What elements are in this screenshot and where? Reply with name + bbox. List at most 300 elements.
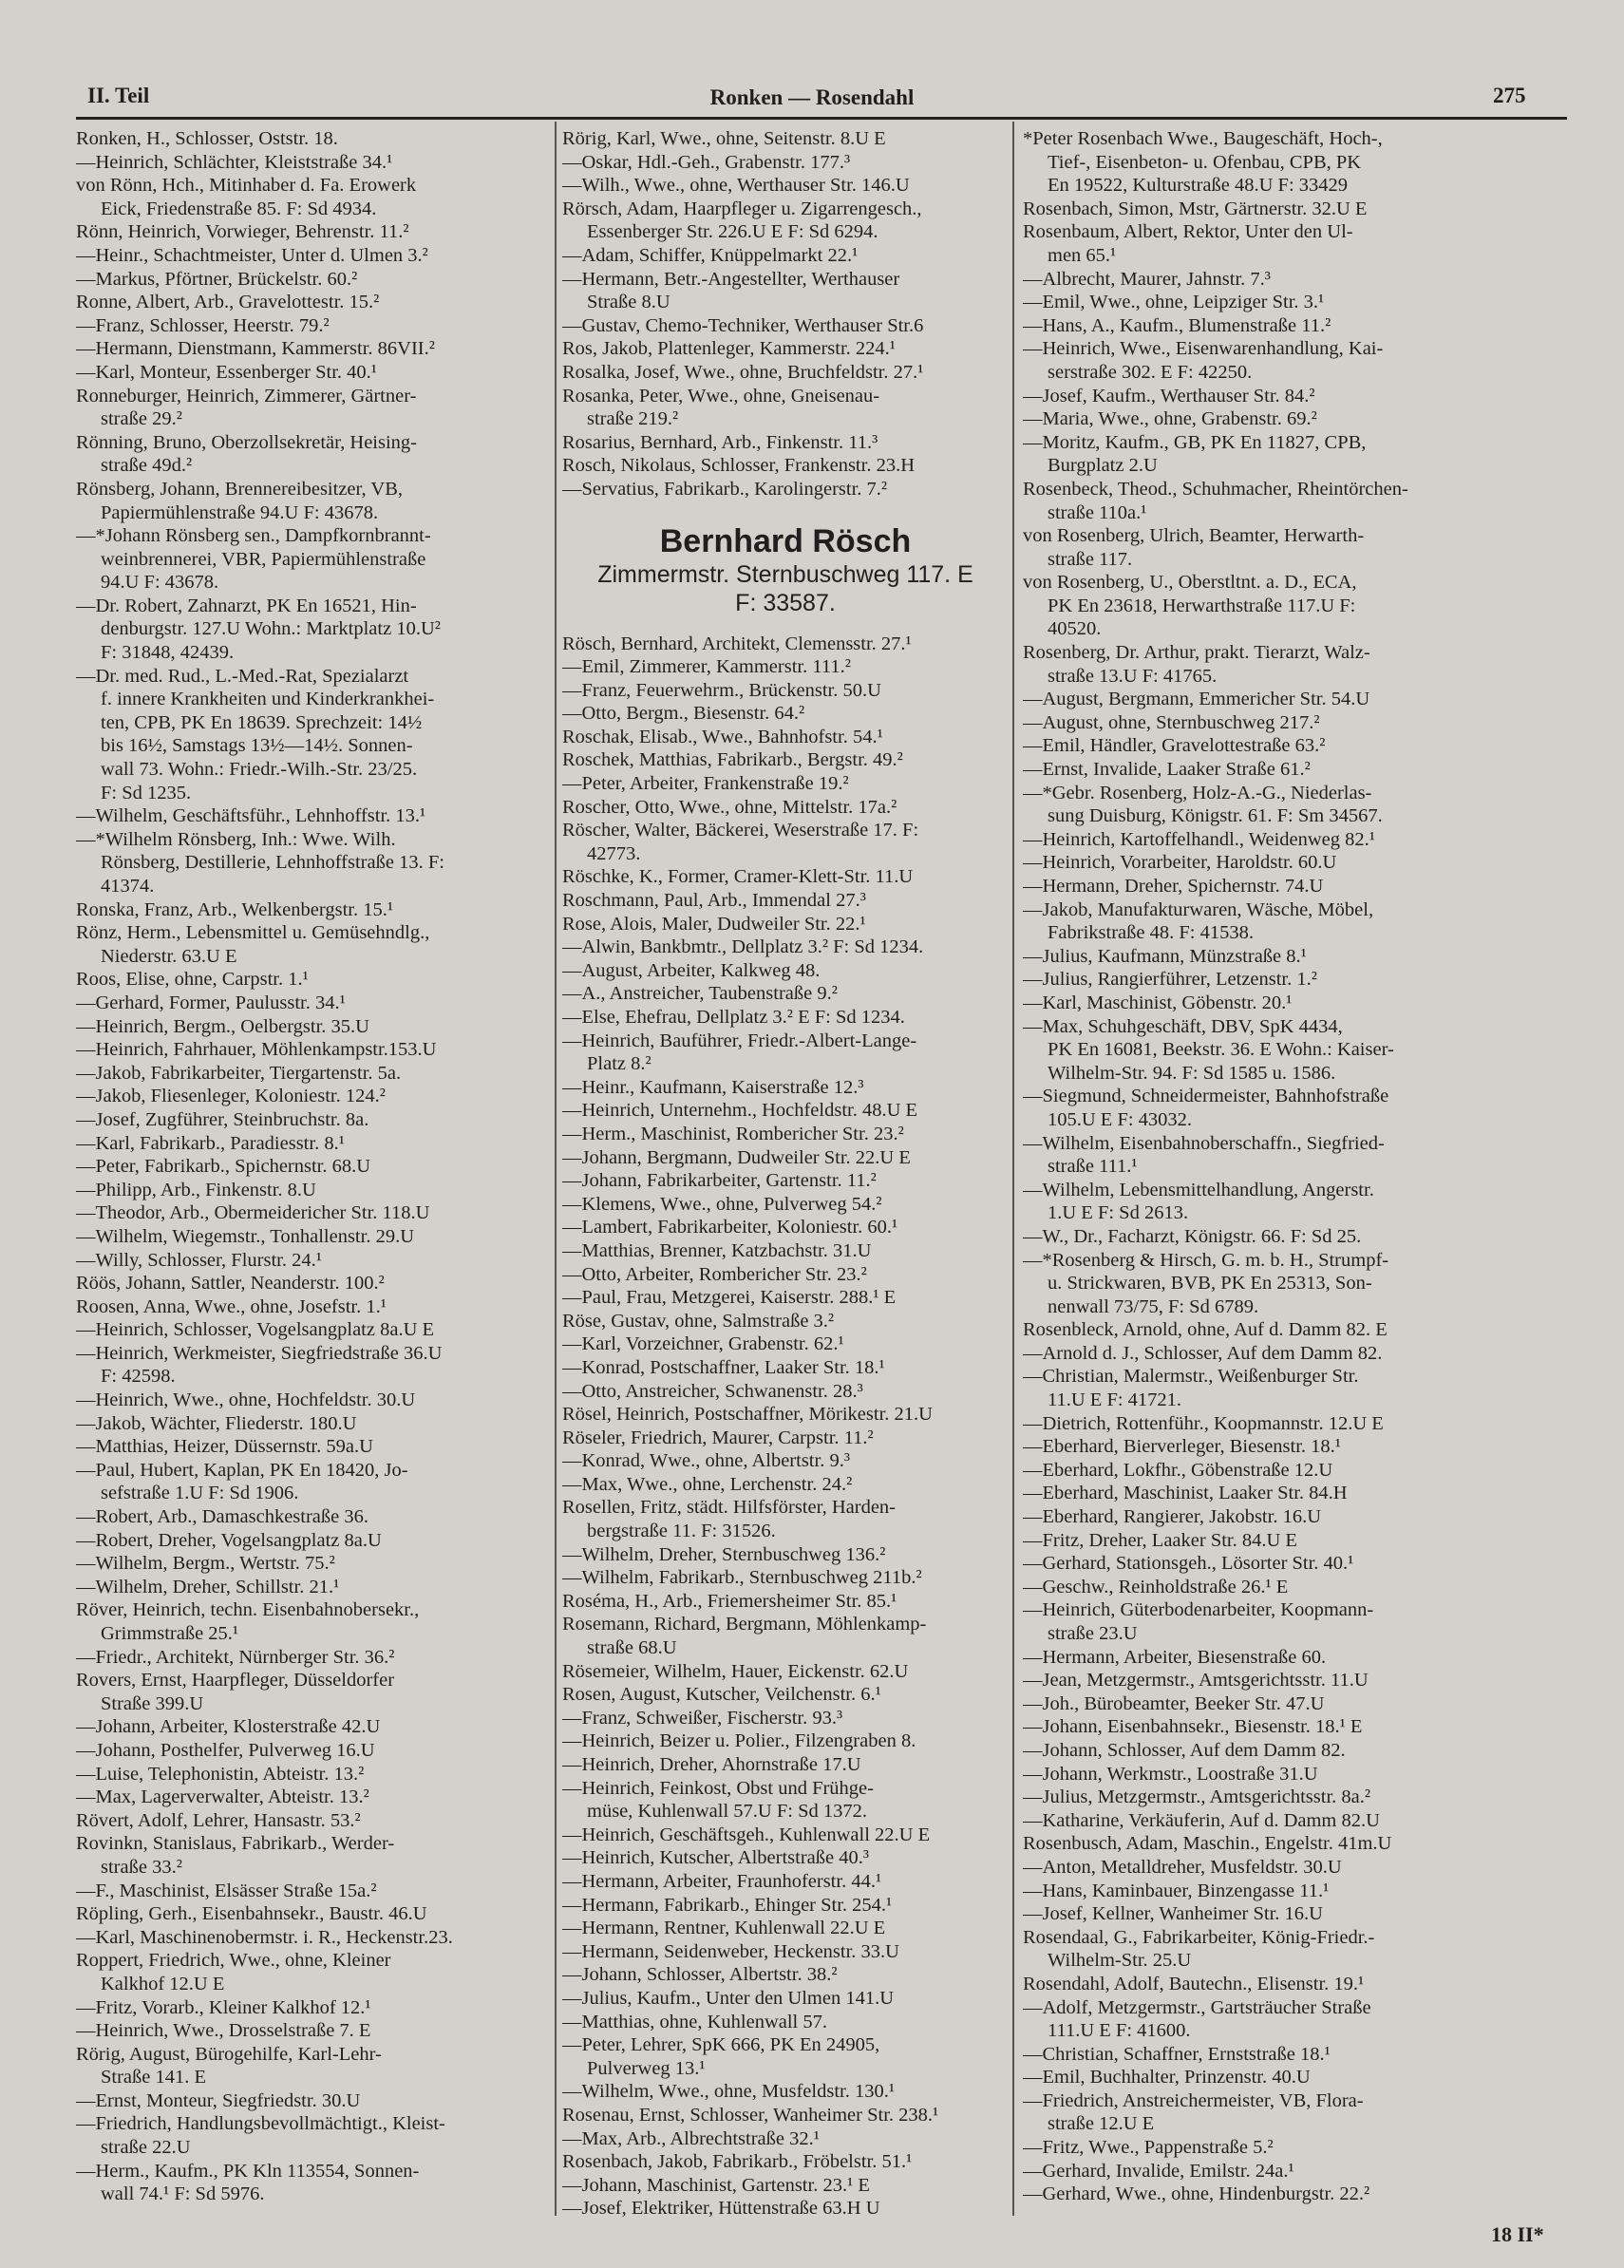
directory-entry — [562, 772, 1009, 796]
entry-line: —Emil, Wwe., ohne, Leipziger Str. 3.¹ — [1023, 292, 1325, 313]
entry-line: straße 110a.¹ — [1048, 501, 1147, 523]
entry-line: —Wilhelm, Wiegemstr., Tonhallenstr. 29.U — [76, 1225, 415, 1247]
directory-entry — [1023, 1576, 1564, 1599]
directory-entry — [1023, 571, 1564, 641]
directory-entry — [1023, 851, 1564, 875]
entry-line: —Hermann, Dienstmann, Kammerstr. 86VII.² — [76, 338, 435, 360]
entry-line: serstraße 302. E F: 42250. — [1048, 361, 1253, 383]
directory-entry — [1023, 337, 1564, 384]
directory-entry — [1023, 828, 1564, 852]
entry-line: 111.U E F: 41600. — [1048, 2020, 1191, 2042]
directory-entry — [1023, 478, 1564, 524]
entry-line: —Heinrich, Feinkost, Obst und Frühge- — [562, 1777, 874, 1799]
directory-entry — [562, 982, 1009, 1006]
entry-line: —Heinrich, Schlosser, Vogelsangplatz 8a.U E — [76, 1319, 435, 1341]
entry-line: —Christian, Schaffner, Ernststraße 18.¹ — [1023, 2043, 1331, 2065]
directory-entry — [562, 1473, 1009, 1497]
directory-entry — [562, 1824, 1009, 1847]
entry-line: Roschmann, Paul, Arb., Immendal 27.³ — [562, 890, 866, 912]
directory-entry — [562, 1894, 1009, 1918]
directory-entry — [1023, 2136, 1564, 2160]
entry-line: —Josef, Kellner, Wanheimer Str. 16.U — [1023, 1903, 1323, 1925]
directory-entry — [1023, 1342, 1564, 1366]
directory-entry — [562, 1332, 1009, 1356]
directory-entry — [562, 655, 1009, 679]
entry-line: —Heinrich, Beizer u. Polier., Filzengraben 8. — [562, 1730, 916, 1752]
entry-line: —Heinr., Schachtmeister, Unter d. Ulmen 3.² — [76, 244, 428, 266]
entry-line: weinbrennerei, VBR, Papiermühlenstraße — [101, 548, 426, 570]
directory-entry — [562, 1146, 1009, 1170]
entry-line: —Robert, Dreher, Vogelsangplatz 8a.U — [76, 1529, 382, 1551]
directory-entry — [1023, 2066, 1564, 2089]
entry-line: —Matthias, ohne, Kuhlenwall 57. — [562, 2011, 827, 2032]
directory-entry — [1023, 1529, 1564, 1553]
directory-entry — [562, 1193, 1009, 1217]
entry-line: —Klemens, Wwe., ohne, Pulverweg 54.² — [562, 1193, 882, 1215]
entry-line: Rovinkn, Stanislaus, Fabrikarb., Werder- — [76, 1833, 395, 1855]
entry-line: straße 23.U — [1048, 1623, 1138, 1644]
entry-line: —Gerhard, Former, Paulusstr. 34.¹ — [76, 992, 346, 1013]
entry-line: —Friedrich, Anstreichermeister, VB, Flora- — [1023, 2089, 1364, 2111]
directory-entry — [562, 244, 1009, 268]
directory-entry — [1023, 407, 1564, 431]
entry-line: Röver, Heinrich, techn. Eisenbahnobersekr., — [76, 1599, 420, 1621]
directory-entry — [1023, 1505, 1564, 1529]
directory-entry — [1023, 688, 1564, 711]
directory-entry — [76, 361, 549, 385]
entry-line: Rosemann, Richard, Bergmann, Möhlenkamp- — [562, 1614, 927, 1635]
entry-line: —Hermann, Fabrikarb., Ehinger Str. 254.¹ — [562, 1894, 893, 1916]
entry-line: —Johann, Fabrikarbeiter, Gartenstr. 11.² — [562, 1170, 877, 1192]
directory-entry — [1023, 268, 1564, 292]
entry-line: —Heinrich, Dreher, Ahornstraße 17.U — [562, 1754, 861, 1775]
entry-line: —Eberhard, Rangierer, Jakobstr. 16.U — [1023, 1506, 1321, 1528]
directory-entry — [562, 679, 1009, 703]
entry-line: denburgstr. 127.U Wohn.: Marktplatz 10.U² — [101, 618, 441, 640]
entry-line: Niederstr. 63.U E — [101, 945, 237, 967]
advertisement-box — [562, 522, 1009, 617]
entry-line: —Adam, Schiffer, Knüppelmarkt 22.¹ — [562, 244, 859, 266]
directory-entry — [1023, 291, 1564, 314]
entry-line: —Friedrich, Handlungsbevollmächtigt., Kleist- — [76, 2113, 445, 2135]
entry-line: Roschek, Matthias, Fabrikarb., Bergstr. 49.² — [562, 749, 903, 771]
directory-entry — [1023, 898, 1564, 945]
entry-line: —Johann, Maschinist, Gartenstr. 23.¹ E — [562, 2174, 870, 2196]
directory-entry — [1023, 1786, 1564, 1809]
directory-entry — [76, 1225, 549, 1249]
entry-line: —Hans, A., Kaufm., Blumenstraße 11.² — [1023, 314, 1331, 336]
directory-entry — [1023, 711, 1564, 735]
directory-entry — [1023, 1902, 1564, 1926]
directory-entry — [76, 1880, 549, 1903]
entry-line: —Hermann, Dreher, Spichernstr. 74.U — [1023, 876, 1324, 897]
directory-entry — [76, 524, 549, 595]
entry-line: —Josef, Zugführer, Steinbruchstr. 8a. — [76, 1108, 369, 1130]
directory-entry — [562, 1777, 1009, 1824]
directory-entry — [76, 1132, 549, 1156]
directory-entry — [1023, 1085, 1564, 1131]
directory-entry — [562, 913, 1009, 936]
entry-line: Roschak, Elisab., Wwe., Bahnhofstr. 54.¹ — [562, 726, 883, 747]
directory-entry — [562, 865, 1009, 889]
entry-line: —Joh., Bürobeamter, Beeker Str. 47.U — [1023, 1692, 1325, 1714]
entry-line: —Wilhelm, Bergm., Wertstr. 75.² — [76, 1553, 335, 1575]
entry-line: En 19522, Kulturstraße 48.U F: 33429 — [1048, 175, 1349, 197]
entry-line: Papiermühlenstraße 94.U F: 43678. — [101, 501, 379, 523]
entry-line: —Hans, Kaminbauer, Binzengasse 11.¹ — [1023, 1880, 1330, 1901]
directory-entry — [562, 1427, 1009, 1450]
entry-line: —Heinrich, Bauführer, Friedr.-Albert-Lange- — [562, 1030, 917, 1051]
entry-line: PK En 23618, Herwarthstraße 117.U F: — [1048, 595, 1356, 616]
entry-line: Eick, Friedenstraße 85. F: Sd 4934. — [101, 198, 377, 219]
entry-line: straße 29.² — [101, 408, 182, 430]
entry-line: —Matthias, Brenner, Katzbachstr. 31.U — [562, 1239, 872, 1261]
directory-entry — [1023, 2043, 1564, 2067]
entry-line: —Max, Wwe., ohne, Lerchenstr. 24.² — [562, 1473, 853, 1495]
entry-line: Ronneburger, Heinrich, Zimmerer, Gärtner- — [76, 385, 417, 406]
directory-entry — [76, 1832, 549, 1879]
directory-entry — [1023, 1739, 1564, 1763]
entry-line: sefstraße 1.U F: Sd 1906. — [101, 1483, 299, 1504]
directory-entry — [76, 2043, 549, 2089]
directory-entry — [1023, 968, 1564, 992]
entry-line: —Heinrich, Wwe., Drosselstraße 7. E — [76, 2020, 371, 2042]
entry-line: —*Gebr. Rosenberg, Holz-A.-G., Niederlas- — [1023, 782, 1372, 803]
entry-line: Röscher, Walter, Bäckerei, Weserstraße 17. F: — [562, 820, 919, 841]
entry-line: bergstraße 11. F: 31526. — [587, 1521, 776, 1542]
directory-entry — [562, 431, 1009, 455]
entry-line: Röse, Gustav, ohne, Salmstraße 3.² — [562, 1310, 835, 1332]
directory-entry — [562, 2174, 1009, 2198]
directory-entry — [76, 921, 549, 968]
entry-line: straße 111.¹ — [1048, 1156, 1138, 1178]
directory-entry — [76, 2160, 549, 2206]
entry-line: wall 73. Wohn.: Friedr.-Wilh.-Str. 23/25. — [101, 759, 418, 781]
directory-entry — [562, 796, 1009, 820]
entry-line: Rovers, Ernst, Haarpfleger, Düsseldorfer — [76, 1670, 395, 1692]
entry-line: —Dietrich, Rottenführ., Koopmannstr. 12.U E — [1023, 1412, 1384, 1434]
entry-line: —Wilhelm, Eisenbahnoberschaffn., Siegfried- — [1023, 1132, 1385, 1154]
entry-line: Rosanka, Peter, Wwe., ohne, Gneisenau- — [562, 385, 880, 406]
entry-line: —Johann, Arbeiter, Klosterstraße 42.U — [76, 1716, 381, 1738]
directory-entry — [1023, 734, 1564, 758]
entry-line: PK En 16081, Beekstr. 36. E Wohn.: Kaiser- — [1048, 1039, 1394, 1061]
entry-line: —W., Dr., Facharzt, Königstr. 66. F: Sd 25. — [1023, 1225, 1362, 1247]
entry-line: —Philipp, Arb., Finkenstr. 8.U — [76, 1179, 316, 1200]
entry-line: Roséma, H., Arb., Friemersheimer Str. 85.¹ — [562, 1590, 897, 1612]
directory-entry — [562, 385, 1009, 431]
entry-line: Roppert, Friedrich, Wwe., ohne, Kleiner — [76, 1950, 391, 1972]
directory-entry — [76, 478, 549, 524]
directory-entry — [1023, 782, 1564, 828]
directory-entry — [76, 1786, 549, 1809]
entry-line: —Peter, Arbeiter, Frankenstraße 19.² — [562, 773, 849, 795]
entry-line: —Jakob, Wächter, Fliederstr. 180.U — [76, 1412, 357, 1434]
advert-address: Zimmermstr. Sternbuschweg 117. E — [597, 560, 973, 588]
entry-line: sung Duisburg, Königstr. 61. F: Sm 34567. — [1048, 805, 1383, 827]
directory-entry — [76, 1576, 549, 1599]
entry-line: Kalkhof 12.U E — [101, 1973, 225, 1994]
directory-entry — [1023, 1179, 1564, 1225]
entry-line: —Hermann, Arbeiter, Biesenstraße 60. — [1023, 1646, 1327, 1668]
entry-line: 41374. — [101, 876, 155, 897]
entry-line: Rosarius, Bernhard, Arb., Finkenstr. 11.³ — [562, 431, 878, 453]
entry-line: Tief-, Eisenbeton- u. Ofenbau, CPB, PK — [1048, 151, 1362, 173]
entry-line: —Heinrich, Güterbodenarbeiter, Koopmann- — [1023, 1599, 1374, 1621]
entry-line: —Konrad, Postschaffner, Laaker Str. 18.¹ — [562, 1356, 885, 1378]
entry-line: —Heinrich, Kartoffelhandl., Weidenweg 82.¹ — [1023, 828, 1375, 850]
entry-line: Rosendaal, G., Fabrikarbeiter, König-Friedr.- — [1023, 1926, 1375, 1948]
directory-entry — [1023, 1926, 1564, 1973]
directory-entry — [76, 151, 549, 175]
entry-line: —Paul, Frau, Metzgerei, Kaiserstr. 288.¹ E — [562, 1287, 897, 1309]
entry-line: Ronne, Albert, Arb., Gravelottestr. 15.² — [76, 292, 380, 313]
directory-entry — [562, 1707, 1009, 1730]
entry-line: —Fritz, Dreher, Laaker Str. 84.U E — [1023, 1529, 1297, 1551]
directory-entry — [562, 1006, 1009, 1030]
entry-line: —Hermann, Betr.-Angestellter, Werthauser — [562, 268, 900, 290]
entry-line: —Eberhard, Bierverleger, Biesenstr. 18.¹ — [1023, 1436, 1341, 1458]
entry-line: —Johann, Schlosser, Auf dem Damm 82. — [1023, 1739, 1346, 1761]
entry-line: Roscher, Otto, Wwe., ohne, Mittelstr. 17a.² — [562, 796, 897, 818]
entry-line: —Heinrich, Bergm., Oelbergstr. 35.U — [76, 1015, 369, 1037]
directory-entry — [76, 1179, 549, 1202]
entry-line: —Ernst, Monteur, Siegfriedstr. 30.U — [76, 2089, 361, 2111]
directory-entry — [1023, 385, 1564, 408]
directory-entry — [76, 314, 549, 338]
directory-entry — [562, 2104, 1009, 2127]
directory-entry — [562, 1380, 1009, 1404]
directory-entry — [1023, 1412, 1564, 1436]
directory-entry — [76, 1646, 549, 1670]
entry-line: —Johann, Werkmstr., Loostraße 31.U — [1023, 1763, 1318, 1785]
entry-line: *Peter Rosenbach Wwe., Baugeschäft, Hoch-, — [1023, 128, 1383, 149]
entry-line: Platz 8.² — [587, 1053, 651, 1075]
entry-line: —Johann, Schlosser, Albertstr. 38.² — [562, 1964, 838, 1986]
entry-line: Fabrikstraße 48. F: 41538. — [1048, 922, 1254, 944]
entry-line: —Franz, Schweißer, Fischerstr. 93.³ — [562, 1707, 843, 1729]
entry-line: Wilhelm-Str. 94. F: Sd 1585 u. 1586. — [1048, 1062, 1336, 1084]
directory-entry — [76, 337, 549, 361]
entry-line: —Johann, Bergmann, Dudweiler Str. 22.U E — [562, 1146, 911, 1168]
entry-line: —Herm., Kaufm., PK Kln 113554, Sonnen- — [76, 2160, 420, 2182]
entry-line: Röös, Johann, Sattler, Neanderstr. 100.² — [76, 1273, 385, 1295]
entry-line: —Siegmund, Schneidermeister, Bahnhofstraße — [1023, 1086, 1389, 1107]
directory-entry — [1023, 1692, 1564, 1716]
directory-entry — [562, 454, 1009, 478]
entry-line: straße 12.U E — [1048, 2113, 1155, 2135]
directory-entry — [562, 1870, 1009, 1894]
directory-entry — [562, 1613, 1009, 1659]
directory-entry — [76, 1249, 549, 1273]
entry-line: —Katharine, Verkäuferin, Auf d. Damm 82.U — [1023, 1809, 1380, 1831]
directory-entry — [1023, 1482, 1564, 1505]
entry-line: —Anton, Metalldreher, Musfeldstr. 30.U — [1023, 1856, 1342, 1878]
entry-line: —Albrecht, Maurer, Jahnstr. 7.³ — [1023, 268, 1271, 290]
entry-line: —Gustav, Chemo-Techniker, Werthauser Str.6 — [562, 314, 924, 336]
entry-line: —Ernst, Invalide, Laaker Straße 61.² — [1023, 759, 1311, 781]
entry-line: —Jean, Metzgermstr., Amtsgerichtsstr. 11.U — [1023, 1670, 1369, 1692]
entry-line: straße 33.² — [101, 1856, 182, 1878]
directory-entry — [562, 2197, 1009, 2221]
entry-line: von Rosenberg, U., Oberstltnt. a. D., ECA, — [1023, 572, 1357, 594]
sheet-signature: 18 II* — [1491, 2222, 1544, 2246]
entry-line: —Robert, Arb., Damaschkestraße 36. — [76, 1506, 368, 1528]
directory-entry — [562, 1729, 1009, 1753]
entry-line: Rosenau, Ernst, Schlosser, Wanheimer Str. 238.¹ — [562, 2104, 939, 2126]
directory-entry — [76, 268, 549, 292]
directory-entry — [1023, 127, 1564, 198]
directory-entry — [76, 1062, 549, 1086]
directory-entry — [562, 633, 1009, 656]
entry-line: —Paul, Hubert, Kaplan, PK En 18420, Jo- — [76, 1459, 408, 1481]
entry-line: —Heinrich, Schlächter, Kleiststraße 34.¹ — [76, 151, 393, 173]
entry-line: Rosalka, Josef, Wwe., ohne, Bruchfeldstr. 27.¹ — [562, 361, 924, 383]
entry-line: 1.U E F: Sd 2613. — [1048, 1202, 1189, 1224]
entry-line: nenwall 73/75, F: Sd 6789. — [1048, 1295, 1259, 1317]
entry-line: —*Rosenberg & Hirsch, G. m. b. H., Strumpf- — [1023, 1249, 1389, 1271]
entry-line: Straße 8.U — [587, 292, 670, 313]
entry-line: —Alwin, Bankbmtr., Dellplatz 3.² F: Sd 1234. — [562, 936, 924, 958]
entry-line: Rönning, Bruno, Oberzollsekretär, Heising- — [76, 431, 417, 453]
directory-entry — [562, 702, 1009, 726]
entry-line: —Peter, Fabrikarb., Spichernstr. 68.U — [76, 1156, 371, 1178]
entry-line: —Josef, Kaufm., Werthauser Str. 84.² — [1023, 385, 1315, 406]
directory-entry — [76, 1949, 549, 1995]
directory-entry — [1023, 198, 1564, 221]
entry-line: wall 74.¹ F: Sd 5976. — [101, 2183, 265, 2205]
entry-line: —Heinrich, Kutscher, Albertstraße 40.³ — [562, 1847, 869, 1869]
directory-entry — [1023, 1365, 1564, 1411]
entry-line: Rosenbach, Jakob, Fabrikarb., Fröbelstr. 51.¹ — [562, 2151, 913, 2173]
page-range-title: Ronken — Rosendahl — [709, 85, 915, 109]
directory-entry — [1023, 1459, 1564, 1483]
entry-line: —Johann, Eisenbahnsekr., Biesenstr. 18.¹ E — [1023, 1716, 1363, 1738]
directory-entry — [76, 174, 549, 220]
entry-line: —Josef, Elektriker, Hüttenstraße 63.H U — [562, 2198, 880, 2220]
entry-line: —Otto, Anstreicher, Schwanenstr. 28.³ — [562, 1380, 863, 1402]
directory-entry — [562, 1216, 1009, 1239]
column-1 — [76, 127, 549, 2206]
entry-line: —Jakob, Manufakturwaren, Wäsche, Möbel, — [1023, 898, 1374, 920]
entry-line: —Markus, Pförtner, Brückelstr. 60.² — [76, 268, 358, 290]
entry-line: von Rönn, Hch., Mitinhaber d. Fa. Erowerk — [76, 175, 417, 197]
entry-line: —Matthias, Heizer, Düssernstr. 59a.U — [76, 1436, 373, 1458]
entry-line: Roos, Elise, ohne, Carpstr. 1.¹ — [76, 969, 309, 991]
entry-line: 105.U E F: 43032. — [1048, 1108, 1193, 1130]
entry-line: —Maria, Wwe., ohne, Grabenstr. 69.² — [1023, 408, 1317, 430]
directory-entry — [76, 1015, 549, 1039]
directory-entry — [562, 268, 1009, 314]
header-rule — [76, 117, 1567, 120]
entry-line: —Fritz, Vorarb., Kleiner Kalkhof 12.¹ — [76, 1996, 371, 2018]
entry-line: —Friedr., Architekt, Nürnberger Str. 36.² — [76, 1646, 395, 1668]
directory-entry — [1023, 2160, 1564, 2183]
entry-line: —Max, Lagerverwalter, Abteistr. 13.² — [76, 1786, 369, 1808]
directory-entry — [1023, 1669, 1564, 1692]
directory-entry — [1023, 1249, 1564, 1319]
directory-entry — [76, 1085, 549, 1108]
entry-line: —Emil, Buchhalter, Prinzenstr. 40.U — [1023, 2067, 1311, 2088]
advert-name: Bernhard Rösch — [659, 522, 912, 559]
entry-line: Rosenbeck, Theod., Schuhmacher, Rheintörchen- — [1023, 478, 1408, 500]
entry-line: Rönn, Heinrich, Vorwieger, Behrenstr. 11.² — [76, 221, 409, 243]
directory-entry — [562, 1449, 1009, 1473]
entry-line: müse, Kuhlenwall 57.U F: Sd 1372. — [587, 1801, 867, 1823]
directory-entry — [76, 431, 549, 478]
directory-entry — [1023, 2183, 1564, 2206]
directory-entry — [76, 804, 549, 828]
entry-line: —August, Arbeiter, Kalkweg 48. — [562, 959, 821, 981]
directory-entry — [76, 1272, 549, 1295]
entry-line: —Emil, Händler, Gravelottestraße 63.² — [1023, 735, 1326, 757]
entry-line: Ronska, Franz, Arb., Welkenbergstr. 15.¹ — [76, 898, 393, 920]
directory-entry — [562, 151, 1009, 175]
entry-line: ten, CPB, PK En 18639. Sprechzeit: 14½ — [101, 711, 423, 733]
directory-entry — [76, 1459, 549, 1505]
directory-entry — [1023, 314, 1564, 338]
entry-line: 11.U E F: 41721. — [1048, 1389, 1182, 1411]
entry-line: —Jakob, Fabrikarbeiter, Tiergartenstr. 5a. — [76, 1062, 402, 1084]
entry-line: —Franz, Schlosser, Heerstr. 79.² — [76, 314, 330, 336]
directory-entry — [76, 1739, 549, 1763]
entry-line: —Gerhard, Invalide, Emilstr. 24a.¹ — [1023, 2160, 1294, 2182]
entry-line: —August, Bergmann, Emmericher Str. 54.U — [1023, 689, 1370, 710]
directory-entry — [76, 1669, 549, 1715]
entry-line: —F., Maschinist, Elsässer Straße 15a.² — [76, 1880, 377, 1901]
directory-entry — [1023, 1318, 1564, 1342]
entry-line: —Karl, Monteur, Essenberger Str. 40.¹ — [76, 361, 377, 383]
entry-line: Pulverweg 13.¹ — [587, 2057, 706, 2079]
directory-entry — [76, 1318, 549, 1342]
entry-line: Rörig, Karl, Wwe., ohne, Seitenstr. 8.U E — [562, 128, 886, 149]
directory-entry — [562, 1123, 1009, 1146]
entry-line: —Eberhard, Maschinist, Laaker Str. 84.H — [1023, 1483, 1348, 1504]
directory-entry — [1023, 220, 1564, 267]
directory-entry — [562, 1076, 1009, 1100]
directory-entry — [1023, 1809, 1564, 1833]
entry-line: Ronken, H., Schlosser, Oststr. 18. — [76, 128, 338, 149]
entry-line: Rosenbach, Simon, Mstr, Gärtnerstr. 32.U E — [1023, 198, 1368, 219]
entry-line: —Julius, Rangierführer, Letzenstr. 1.² — [1023, 969, 1317, 991]
entry-line: —Heinr., Kaufmann, Kaiserstraße 12.³ — [562, 1076, 864, 1098]
directory-entry — [76, 244, 549, 268]
directory-entry — [76, 595, 549, 665]
directory-entry — [1023, 1832, 1564, 1856]
directory-entry — [76, 2089, 549, 2113]
directory-entry — [562, 174, 1009, 198]
directory-entry — [76, 1902, 549, 1926]
entry-line: —Karl, Fabrikarb., Paradiesstr. 8.¹ — [76, 1132, 345, 1154]
entry-line: F: Sd 1235. — [101, 782, 192, 803]
directory-entry — [1023, 2089, 1564, 2136]
entry-line: —Dr. med. Rud., L.-Med.-Rat, Spezialarzt — [76, 665, 409, 687]
entry-line: —*Wilhelm Rönsberg, Inh.: Wwe. Wilh. — [76, 828, 396, 850]
directory-entry — [76, 1435, 549, 1459]
entry-line: —Wilh., Wwe., ohne, Werthauser Str. 146.U — [562, 175, 910, 197]
entry-line: Rösel, Heinrich, Postschaffner, Mörikestr. 21.U — [562, 1404, 933, 1426]
entry-line: men 65.¹ — [1048, 244, 1117, 266]
directory-entry — [76, 1552, 549, 1576]
directory-entry — [562, 1940, 1009, 1964]
entry-line: —Karl, Maschinenobermstr. i. R., Heckenstr.23. — [76, 1926, 453, 1948]
directory-entry — [76, 828, 549, 898]
entry-line: Rösemeier, Wilhelm, Hauer, Eickenstr. 62.U — [562, 1660, 909, 1682]
entry-line: straße 68.U — [587, 1637, 677, 1659]
directory-entry — [562, 1543, 1009, 1567]
directory-entry — [562, 819, 1009, 865]
entry-line: —Johann, Posthelfer, Pulverweg 16.U — [76, 1739, 375, 1761]
